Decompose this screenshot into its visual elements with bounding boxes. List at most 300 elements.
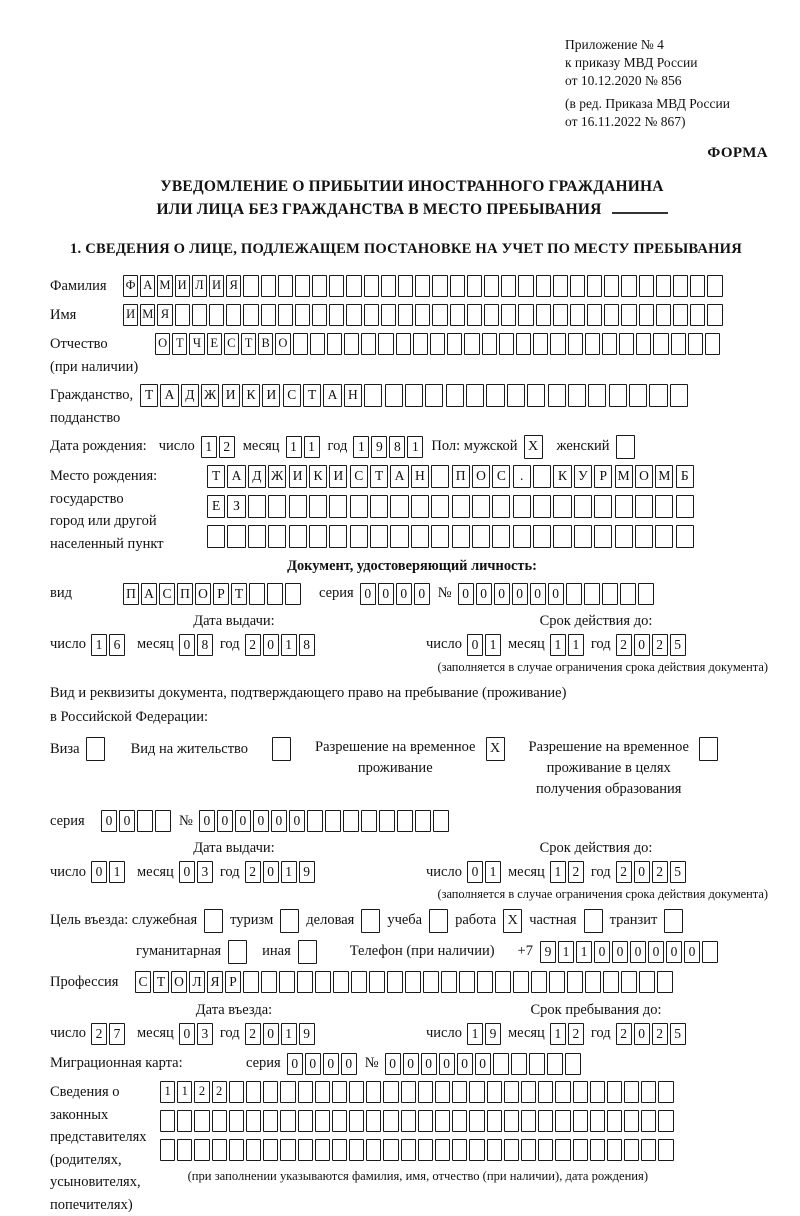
cell-empty[interactable] — [431, 495, 449, 518]
cell-empty[interactable] — [429, 909, 448, 933]
cell-filled[interactable]: Н — [344, 384, 362, 407]
cell-empty[interactable] — [192, 304, 207, 326]
cell-empty[interactable] — [246, 1110, 261, 1132]
cell-empty[interactable] — [513, 525, 531, 548]
doc-valid-day-cells[interactable] — [467, 634, 503, 656]
cell-filled[interactable]: Д — [181, 384, 199, 407]
cell-empty[interactable] — [405, 384, 423, 407]
cell-filled[interactable]: 2 — [652, 861, 668, 883]
cell-filled[interactable]: О — [635, 465, 653, 488]
birthplace-cells-3[interactable] — [207, 525, 696, 548]
phone-cells[interactable] — [540, 941, 720, 963]
res-series-cells[interactable] — [101, 810, 173, 832]
cell-empty[interactable] — [370, 525, 388, 548]
cell-filled[interactable]: Ф — [123, 275, 138, 297]
cell-empty[interactable] — [383, 1110, 398, 1132]
cell-empty[interactable] — [379, 810, 395, 832]
res-issue-year-cells[interactable] — [245, 861, 317, 883]
cell-empty[interactable] — [466, 384, 484, 407]
cell-empty[interactable] — [705, 333, 720, 355]
cell-empty[interactable] — [435, 1081, 450, 1103]
cell-empty[interactable] — [346, 304, 361, 326]
cell-empty[interactable] — [553, 525, 571, 548]
cell-empty[interactable] — [415, 275, 430, 297]
cell-empty[interactable] — [351, 971, 367, 993]
cell-empty[interactable] — [350, 495, 368, 518]
cell-empty[interactable] — [177, 1110, 192, 1132]
cell-empty[interactable] — [567, 971, 583, 993]
cell-empty[interactable] — [658, 1110, 673, 1132]
cell-empty[interactable] — [243, 304, 258, 326]
cell-empty[interactable] — [690, 304, 705, 326]
cell-empty[interactable] — [574, 525, 592, 548]
cell-filled[interactable]: 0 — [634, 861, 650, 883]
cell-filled[interactable]: К — [309, 465, 327, 488]
cell-empty[interactable] — [673, 304, 688, 326]
cell-empty[interactable] — [452, 1139, 467, 1161]
birthplace-cells-1[interactable] — [207, 465, 696, 488]
cell-empty[interactable] — [452, 1081, 467, 1103]
cell-filled[interactable]: Т — [231, 583, 247, 605]
cell-filled[interactable]: И — [209, 275, 224, 297]
cell-empty[interactable] — [467, 304, 482, 326]
cell-filled[interactable]: А — [390, 465, 408, 488]
cell-empty[interactable] — [568, 333, 583, 355]
cell-filled[interactable]: 0 — [494, 583, 510, 605]
cell-empty[interactable] — [280, 1081, 295, 1103]
cell-empty[interactable] — [248, 525, 266, 548]
cell-empty[interactable] — [621, 304, 636, 326]
cell-filled[interactable]: 1 — [281, 861, 297, 883]
cell-empty[interactable] — [329, 275, 344, 297]
cell-empty[interactable] — [227, 525, 245, 548]
cell-empty[interactable] — [297, 971, 313, 993]
cell-empty[interactable] — [298, 1139, 313, 1161]
cell-filled[interactable]: Т — [172, 333, 187, 355]
cell-empty[interactable] — [349, 1110, 364, 1132]
cell-filled[interactable]: К — [553, 465, 571, 488]
cell-empty[interactable] — [516, 333, 531, 355]
doc-valid-month-cells[interactable] — [550, 634, 586, 656]
cell-filled[interactable]: С — [159, 583, 175, 605]
cell-filled[interactable]: О — [275, 333, 290, 355]
cell-filled[interactable]: 0 — [476, 583, 492, 605]
cell-empty[interactable] — [676, 495, 694, 518]
cell-empty[interactable] — [278, 275, 293, 297]
cell-empty[interactable] — [349, 1139, 364, 1161]
cell-empty[interactable] — [588, 384, 606, 407]
cell-filled[interactable]: П — [123, 583, 139, 605]
cell-filled[interactable]: . — [513, 465, 531, 488]
cell-empty[interactable] — [401, 1110, 416, 1132]
cell-empty[interactable] — [411, 495, 429, 518]
cell-filled[interactable]: 7 — [109, 1023, 125, 1045]
cell-empty[interactable] — [246, 1139, 261, 1161]
cell-empty[interactable] — [513, 495, 531, 518]
cell-empty[interactable] — [536, 275, 551, 297]
cell-empty[interactable] — [639, 304, 654, 326]
cell-filled[interactable]: И — [329, 465, 347, 488]
cell-empty[interactable] — [268, 525, 286, 548]
cell-empty[interactable] — [690, 275, 705, 297]
cell-empty[interactable] — [469, 1139, 484, 1161]
doc-series-cells[interactable] — [360, 583, 432, 605]
cell-empty[interactable] — [624, 1081, 639, 1103]
cell-empty[interactable] — [638, 583, 654, 605]
cell-filled[interactable]: X — [524, 435, 543, 459]
cell-filled[interactable]: В — [258, 333, 273, 355]
cell-empty[interactable] — [568, 384, 586, 407]
cell-filled[interactable]: 2 — [91, 1023, 107, 1045]
cell-empty[interactable] — [604, 275, 619, 297]
cell-filled[interactable]: Я — [226, 275, 241, 297]
cell-empty[interactable] — [590, 1139, 605, 1161]
cell-filled[interactable]: 0 — [530, 583, 546, 605]
cell-empty[interactable] — [315, 1081, 330, 1103]
cell-empty[interactable] — [484, 275, 499, 297]
cell-empty[interactable] — [629, 384, 647, 407]
cell-filled[interactable]: 0 — [548, 583, 564, 605]
cell-empty[interactable] — [423, 971, 439, 993]
cell-filled[interactable]: С — [350, 465, 368, 488]
res-number-cells[interactable] — [199, 810, 451, 832]
cell-filled[interactable]: 8 — [389, 436, 405, 458]
cell-empty[interactable] — [209, 304, 224, 326]
cell-filled[interactable]: 2 — [245, 634, 261, 656]
cell-empty[interactable] — [604, 304, 619, 326]
cell-empty[interactable] — [538, 1139, 553, 1161]
cell-empty[interactable] — [555, 1081, 570, 1103]
cell-filled[interactable]: Я — [157, 304, 172, 326]
cell-filled[interactable]: Р — [213, 583, 229, 605]
cell-empty[interactable] — [472, 525, 490, 548]
cell-empty[interactable] — [655, 495, 673, 518]
cell-empty[interactable] — [639, 971, 655, 993]
cell-filled[interactable]: 9 — [371, 436, 387, 458]
cell-filled[interactable]: 0 — [119, 810, 135, 832]
cell-empty[interactable] — [435, 1110, 450, 1132]
cell-empty[interactable] — [396, 333, 411, 355]
temp-res-checkbox[interactable] — [486, 737, 505, 761]
cell-empty[interactable] — [594, 495, 612, 518]
birthplace-cells-2[interactable] — [207, 495, 696, 518]
cell-empty[interactable] — [401, 1081, 416, 1103]
cell-empty[interactable] — [702, 941, 718, 963]
cell-filled[interactable]: 0 — [385, 1053, 401, 1075]
cell-filled[interactable]: И — [289, 465, 307, 488]
cell-empty[interactable] — [315, 1110, 330, 1132]
cell-empty[interactable] — [413, 333, 428, 355]
cell-empty[interactable] — [566, 583, 582, 605]
cell-empty[interactable] — [607, 1110, 622, 1132]
cell-empty[interactable] — [507, 384, 525, 407]
cell-filled[interactable]: 1 — [160, 1081, 175, 1103]
cell-empty[interactable] — [261, 275, 276, 297]
cell-empty[interactable] — [298, 1110, 313, 1132]
cell-filled[interactable]: 8 — [299, 634, 315, 656]
doc-number-cells[interactable] — [458, 583, 656, 605]
cell-empty[interactable] — [565, 1053, 581, 1075]
cell-empty[interactable] — [616, 435, 635, 459]
cell-filled[interactable]: 1 — [550, 634, 566, 656]
cell-empty[interactable] — [212, 1110, 227, 1132]
cell-empty[interactable] — [607, 1139, 622, 1161]
cell-empty[interactable] — [501, 304, 516, 326]
cell-empty[interactable] — [585, 971, 601, 993]
cell-filled[interactable]: 0 — [414, 583, 430, 605]
doc-valid-year-cells[interactable] — [616, 634, 688, 656]
cell-empty[interactable] — [493, 1053, 509, 1075]
cell-filled[interactable]: 2 — [616, 1023, 632, 1045]
cell-empty[interactable] — [547, 1053, 563, 1075]
cell-filled[interactable]: 5 — [670, 861, 686, 883]
cell-empty[interactable] — [278, 304, 293, 326]
doc-kind-cells[interactable] — [123, 583, 303, 605]
cell-empty[interactable] — [398, 275, 413, 297]
cell-empty[interactable] — [390, 525, 408, 548]
cell-filled[interactable]: А — [323, 384, 341, 407]
cell-empty[interactable] — [398, 304, 413, 326]
business-checkbox[interactable] — [361, 909, 380, 933]
cell-empty[interactable] — [521, 1081, 536, 1103]
cell-filled[interactable]: 1 — [281, 634, 297, 656]
doc-issue-day-cells[interactable] — [91, 634, 127, 656]
cell-empty[interactable] — [86, 737, 105, 761]
cell-filled[interactable]: Л — [192, 275, 207, 297]
cell-empty[interactable] — [482, 333, 497, 355]
cell-empty[interactable] — [620, 583, 636, 605]
cell-filled[interactable]: Ж — [201, 384, 219, 407]
cell-filled[interactable]: 1 — [353, 436, 369, 458]
cell-empty[interactable] — [624, 1139, 639, 1161]
cell-empty[interactable] — [212, 1139, 227, 1161]
cell-empty[interactable] — [486, 384, 504, 407]
cell-empty[interactable] — [570, 304, 585, 326]
patronymic-cells[interactable] — [155, 333, 722, 355]
cell-empty[interactable] — [574, 495, 592, 518]
cell-filled[interactable]: 1 — [304, 436, 320, 458]
cell-empty[interactable] — [267, 583, 283, 605]
cell-filled[interactable]: 1 — [177, 1081, 192, 1103]
cell-empty[interactable] — [295, 304, 310, 326]
cell-filled[interactable]: Р — [594, 465, 612, 488]
cell-empty[interactable] — [639, 275, 654, 297]
cell-empty[interactable] — [366, 1081, 381, 1103]
cell-empty[interactable] — [405, 971, 421, 993]
cell-filled[interactable]: А — [141, 583, 157, 605]
cell-filled[interactable]: 2 — [568, 1023, 584, 1045]
cell-filled[interactable]: 0 — [263, 1023, 279, 1045]
cell-empty[interactable] — [607, 1081, 622, 1103]
cell-empty[interactable] — [641, 1110, 656, 1132]
cell-filled[interactable]: О — [195, 583, 211, 605]
cell-filled[interactable]: 2 — [212, 1081, 227, 1103]
cell-empty[interactable] — [435, 1139, 450, 1161]
cell-empty[interactable] — [295, 275, 310, 297]
cell-empty[interactable] — [387, 971, 403, 993]
residence-permit-checkbox[interactable] — [272, 737, 291, 761]
cell-empty[interactable] — [635, 525, 653, 548]
cell-filled[interactable]: 9 — [540, 941, 556, 963]
cell-filled[interactable]: И — [123, 304, 138, 326]
cell-empty[interactable] — [309, 495, 327, 518]
cell-empty[interactable] — [602, 333, 617, 355]
res-valid-year-cells[interactable] — [616, 861, 688, 883]
cell-filled[interactable]: 9 — [299, 1023, 315, 1045]
cell-filled[interactable]: У — [574, 465, 592, 488]
cell-filled[interactable]: 0 — [101, 810, 117, 832]
cell-filled[interactable]: 3 — [197, 861, 213, 883]
cell-filled[interactable]: Б — [676, 465, 694, 488]
cell-empty[interactable] — [587, 304, 602, 326]
cell-empty[interactable] — [343, 810, 359, 832]
birth-month-cells[interactable] — [286, 436, 322, 458]
rep-cells-1[interactable] — [160, 1081, 676, 1103]
official-checkbox[interactable] — [204, 909, 223, 933]
cell-empty[interactable] — [495, 971, 511, 993]
male-checkbox[interactable] — [524, 435, 543, 459]
cell-filled[interactable]: 1 — [550, 1023, 566, 1045]
doc-issue-month-cells[interactable] — [179, 634, 215, 656]
cell-filled[interactable]: 0 — [263, 861, 279, 883]
cell-filled[interactable]: М — [157, 275, 172, 297]
cell-empty[interactable] — [137, 810, 153, 832]
cell-empty[interactable] — [263, 1110, 278, 1132]
private-checkbox[interactable] — [584, 909, 603, 933]
res-issue-day-cells[interactable] — [91, 861, 127, 883]
cell-filled[interactable]: П — [177, 583, 193, 605]
cell-filled[interactable]: 2 — [194, 1081, 209, 1103]
cell-empty[interactable] — [285, 583, 301, 605]
cell-filled[interactable]: 1 — [485, 861, 501, 883]
cell-empty[interactable] — [344, 333, 359, 355]
cell-empty[interactable] — [332, 1139, 347, 1161]
cell-empty[interactable] — [350, 525, 368, 548]
cell-empty[interactable] — [194, 1110, 209, 1132]
cell-empty[interactable] — [585, 333, 600, 355]
cell-empty[interactable] — [441, 971, 457, 993]
cell-filled[interactable]: С — [135, 971, 151, 993]
cell-filled[interactable]: И — [222, 384, 240, 407]
cell-filled[interactable]: Т — [140, 384, 158, 407]
cell-empty[interactable] — [673, 275, 688, 297]
cell-empty[interactable] — [315, 971, 331, 993]
entry-year-cells[interactable] — [245, 1023, 317, 1045]
cell-empty[interactable] — [536, 304, 551, 326]
cell-filled[interactable]: 0 — [305, 1053, 321, 1075]
doc-issue-year-cells[interactable] — [245, 634, 317, 656]
cell-empty[interactable] — [175, 304, 190, 326]
cell-empty[interactable] — [361, 810, 377, 832]
cell-empty[interactable] — [364, 304, 379, 326]
cell-empty[interactable] — [390, 495, 408, 518]
stay-year-cells[interactable] — [616, 1023, 688, 1045]
cell-empty[interactable] — [446, 384, 464, 407]
cell-filled[interactable]: 0 — [634, 1023, 650, 1045]
cell-empty[interactable] — [432, 304, 447, 326]
cell-empty[interactable] — [207, 525, 225, 548]
cell-empty[interactable] — [636, 333, 651, 355]
cell-empty[interactable] — [226, 304, 241, 326]
cell-filled[interactable]: 1 — [91, 634, 107, 656]
cell-empty[interactable] — [467, 275, 482, 297]
cell-filled[interactable]: Ж — [268, 465, 286, 488]
cell-filled[interactable]: А — [227, 465, 245, 488]
cell-empty[interactable] — [615, 495, 633, 518]
cell-empty[interactable] — [289, 525, 307, 548]
temp-res-edu-checkbox[interactable] — [699, 737, 718, 761]
cell-empty[interactable] — [261, 971, 277, 993]
cell-empty[interactable] — [499, 333, 514, 355]
cell-empty[interactable] — [573, 1110, 588, 1132]
cell-empty[interactable] — [243, 275, 258, 297]
cell-filled[interactable]: 1 — [568, 634, 584, 656]
cell-empty[interactable] — [450, 275, 465, 297]
cell-filled[interactable]: 9 — [485, 1023, 501, 1045]
study-checkbox[interactable] — [429, 909, 448, 933]
cell-empty[interactable] — [366, 1110, 381, 1132]
cell-empty[interactable] — [521, 1110, 536, 1132]
entry-day-cells[interactable] — [91, 1023, 127, 1045]
cell-empty[interactable] — [298, 1081, 313, 1103]
stay-month-cells[interactable] — [550, 1023, 586, 1045]
cell-empty[interactable] — [518, 275, 533, 297]
cell-filled[interactable]: 0 — [467, 634, 483, 656]
cell-filled[interactable]: М — [615, 465, 633, 488]
stay-day-cells[interactable] — [467, 1023, 503, 1045]
cell-empty[interactable] — [621, 275, 636, 297]
cell-empty[interactable] — [527, 384, 545, 407]
cell-empty[interactable] — [573, 1081, 588, 1103]
female-checkbox[interactable] — [616, 435, 635, 459]
rep-cells-2[interactable] — [160, 1110, 676, 1132]
cell-empty[interactable] — [533, 525, 551, 548]
cell-filled[interactable]: Р — [225, 971, 241, 993]
cell-empty[interactable] — [364, 384, 382, 407]
cell-filled[interactable]: 0 — [263, 634, 279, 656]
cell-empty[interactable] — [450, 304, 465, 326]
cell-empty[interactable] — [312, 275, 327, 297]
cell-empty[interactable] — [555, 1110, 570, 1132]
cell-filled[interactable]: 6 — [109, 634, 125, 656]
cell-empty[interactable] — [531, 971, 547, 993]
cell-filled[interactable]: Т — [241, 333, 256, 355]
cell-empty[interactable] — [469, 1081, 484, 1103]
cell-empty[interactable] — [487, 1139, 502, 1161]
cell-empty[interactable] — [570, 275, 585, 297]
cell-empty[interactable] — [501, 275, 516, 297]
cell-empty[interactable] — [484, 304, 499, 326]
cell-empty[interactable] — [657, 971, 673, 993]
cell-empty[interactable] — [385, 384, 403, 407]
cell-empty[interactable] — [452, 525, 470, 548]
cell-filled[interactable]: 0 — [396, 583, 412, 605]
cell-empty[interactable] — [160, 1139, 175, 1161]
cell-empty[interactable] — [649, 384, 667, 407]
cell-empty[interactable] — [477, 971, 493, 993]
cell-filled[interactable]: 1 — [550, 861, 566, 883]
cell-filled[interactable]: О — [171, 971, 187, 993]
cell-empty[interactable] — [504, 1081, 519, 1103]
cell-empty[interactable] — [418, 1139, 433, 1161]
cell-empty[interactable] — [656, 304, 671, 326]
cell-empty[interactable] — [676, 525, 694, 548]
other-checkbox[interactable] — [298, 940, 317, 964]
cell-empty[interactable] — [533, 333, 548, 355]
cell-filled[interactable]: 1 — [286, 436, 302, 458]
cell-filled[interactable]: Я — [207, 971, 223, 993]
cell-empty[interactable] — [549, 971, 565, 993]
